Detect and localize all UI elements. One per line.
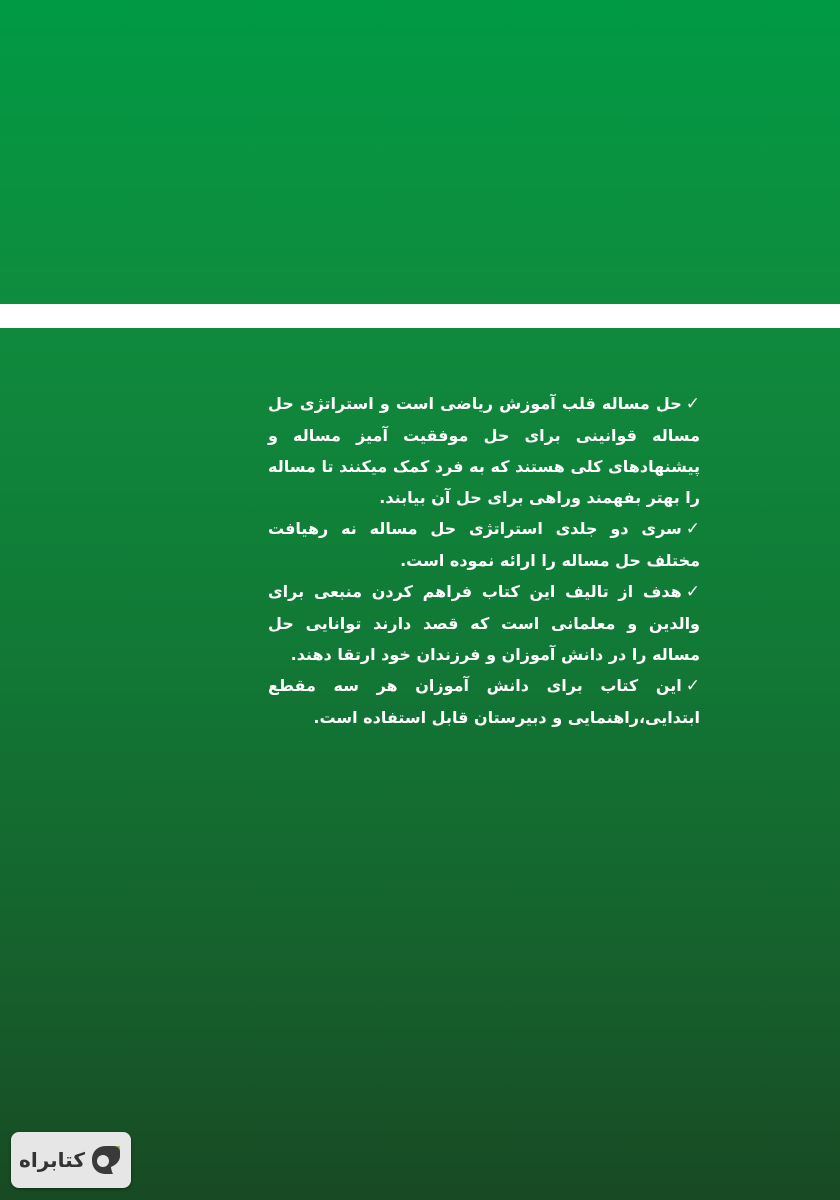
checkmark-icon: ✓ <box>685 394 700 414</box>
cover-white-band <box>0 304 840 328</box>
description-text-block <box>268 388 700 733</box>
cover-top-panel <box>0 0 840 304</box>
bullet-text: این کتاب برای دانش آموزان هر سه مقطع ابتدایی،راهنمایی و دبیرستان قابل استفاده است. <box>268 676 700 727</box>
checkmark-icon: ✓ <box>685 519 700 539</box>
bullet-text: حل مساله قلب آموزش ریاضی است و استراتژی حل مساله قوانینی برای حل موفقیت آمیز مساله و پیشنهادهای کلی هستند که به فرد کمک میکنند تا مساله را بهتر بفهمند وراهی برای حل آن بیابند. <box>268 394 700 507</box>
ketabrah-logo-text: کتابراه <box>19 1148 85 1172</box>
bullet-text: هدف از تالیف این کتاب فراهم کردن منبعی برای والدین و معلمانی است که قصد دارند توانایی حل مساله را در دانش آموزان و فرزندان خود ارتقا دهند. <box>268 582 700 664</box>
checkmark-icon: ✓ <box>685 582 700 602</box>
bullet-paragraph <box>268 513 700 576</box>
bullet-paragraph <box>268 576 700 670</box>
checkmark-icon: ✓ <box>685 676 700 696</box>
ketabrah-logo-icon <box>89 1143 123 1177</box>
ketabrah-logo-badge[interactable] <box>11 1132 131 1188</box>
bullet-paragraph <box>268 388 700 513</box>
bullet-text: سری دو جلدی استراتژی حل مساله نه رهیافت مختلف حل مساله را ارائه نموده است. <box>268 519 700 570</box>
bullet-paragraph <box>268 670 700 733</box>
